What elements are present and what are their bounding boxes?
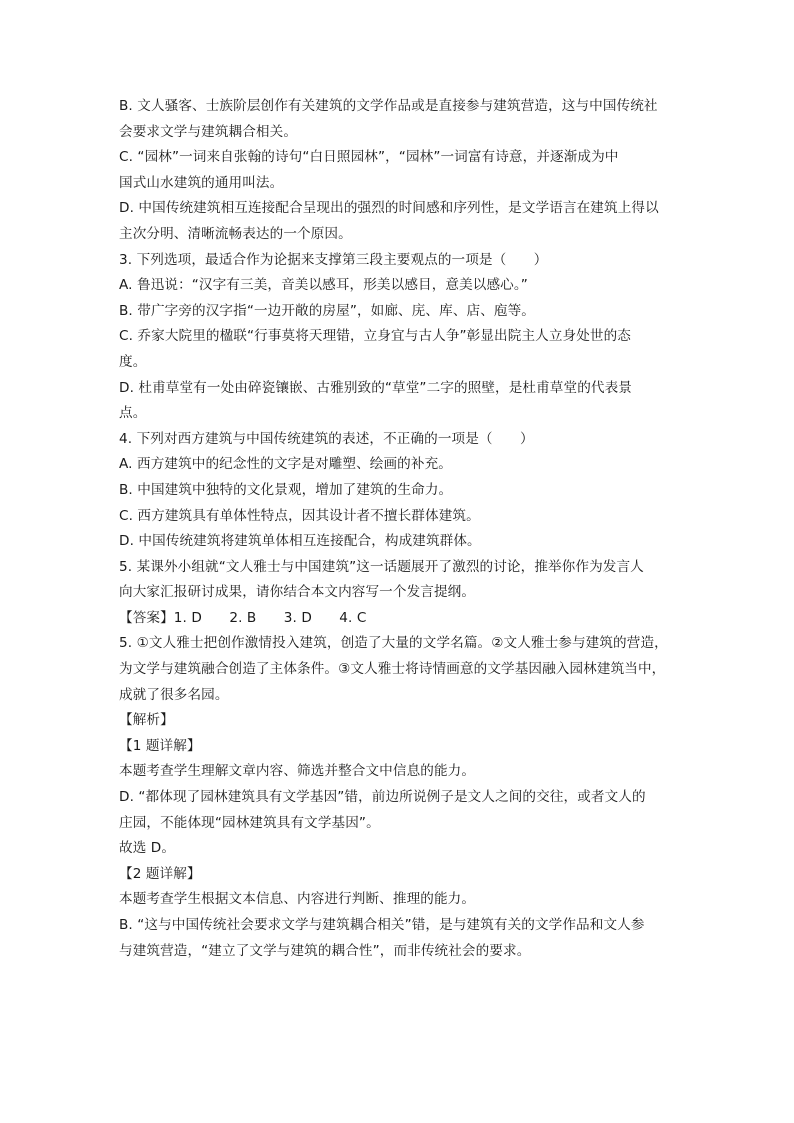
question-3: 3. 下列选项，最适合作为论据来支撑第三段主要观点的一项是（ ） xyxy=(119,251,548,268)
q1-detail-heading: 【1 题详解】 xyxy=(119,737,201,754)
option-line: C. 西方建筑具有单体性特点，因其设计者不擅长群体建筑。 xyxy=(119,507,480,524)
text-line: 与建筑营造，“建立了文学与建筑的耦合性”，而非传统社会的要求。 xyxy=(119,942,531,959)
option-line: C. 乔家大院里的楹联“行事莫将天理错，立身宜与古人争”彰显出院主人立身处世的态 xyxy=(119,328,631,345)
text-line: D. “都体现了园林建筑具有文学基因”错，前边所说例子是文人之间的交往，或者文人的 xyxy=(119,789,646,806)
document-body xyxy=(119,94,685,964)
question-4: 4. 下列对西方建筑与中国传统建筑的表述，不正确的一项是（ ） xyxy=(119,430,534,447)
option-line: B. 带广字旁的汉字指“一边开敞的房屋”，如廊、庑、库、店、庖等。 xyxy=(119,302,535,319)
text-line: 为文学与建筑融合创造了主体条件。③文人雅士将诗情画意的文学基因融入园林建筑当中， xyxy=(119,661,666,678)
text-line: 故选 D。 xyxy=(119,840,176,857)
text-line: 主次分明、清晰流畅表达的一个原因。 xyxy=(119,225,352,242)
option-line: B. 中国建筑中独特的文化景观，增加了建筑的生命力。 xyxy=(119,481,453,498)
text-line: 会要求文学与建筑耦合相关。 xyxy=(119,123,298,140)
option-line: A. 鲁迅说：“汉字有三美，音美以感耳，形美以感目，意美以感心。” xyxy=(119,277,528,294)
text-line: 度。 xyxy=(119,353,147,370)
text-line: 向大家汇报研讨成果，请你结合本文内容写一个发言提纲。 xyxy=(119,584,476,601)
text-line: 本题考查学生理解文章内容、筛选并整合文中信息的能力。 xyxy=(119,763,476,780)
text-line: D. 中国传统建筑相互连接配合呈现出的强烈的时间感和序列性，是文学语言在建筑上得以 xyxy=(119,200,659,217)
option-line: A. 西方建筑中的纪念性的文字是对雕塑、绘画的补充。 xyxy=(119,456,452,473)
question-5: 5. 某课外小组就“文人雅士与中国建筑”这一话题展开了激烈的讨论，推举你作为发言人 xyxy=(119,558,644,575)
text-line: 庄园，不能体现“园林建筑具有文学基因”。 xyxy=(119,814,380,831)
text-line: 成就了很多名园。 xyxy=(119,686,229,703)
q2-detail-heading: 【2 题详解】 xyxy=(119,865,201,882)
text-line: 国式山水建筑的通用叫法。 xyxy=(119,174,284,191)
answer-5: 5. ①文人雅士把创作激情投入建筑，创造了大量的文学名篇。②文人雅士参与建筑的营造， xyxy=(119,635,668,652)
text-line: C. “园林”一词来自张翰的诗句“白日照园林”，“园林”一词富有诗意，并逐渐成为中 xyxy=(119,149,619,166)
option-line: D. 杜甫草堂有一处由碎瓷镶嵌、古雅别致的“草堂”二字的照壁，是杜甫草堂的代表景 xyxy=(119,379,632,396)
text-line: B. “这与中国传统社会要求文学与建筑耦合相关”错，是与建筑有关的文学作品和文人参 xyxy=(119,917,645,933)
text-line: 本题考查学生根据文本信息、内容进行判断、推理的能力。 xyxy=(119,891,476,908)
text-line: B. 文人骚客、士族阶层创作有关建筑的文学作品或是直接参与建筑营造，这与中国传统社 xyxy=(119,98,658,114)
answer-key: 【答案】1. D 2. B 3. D 4. C xyxy=(119,609,367,626)
analysis-heading: 【解析】 xyxy=(119,712,174,729)
text-line: 点。 xyxy=(119,405,147,422)
option-line: D. 中国传统建筑将建筑单体相互连接配合，构成建筑群体。 xyxy=(119,533,481,550)
